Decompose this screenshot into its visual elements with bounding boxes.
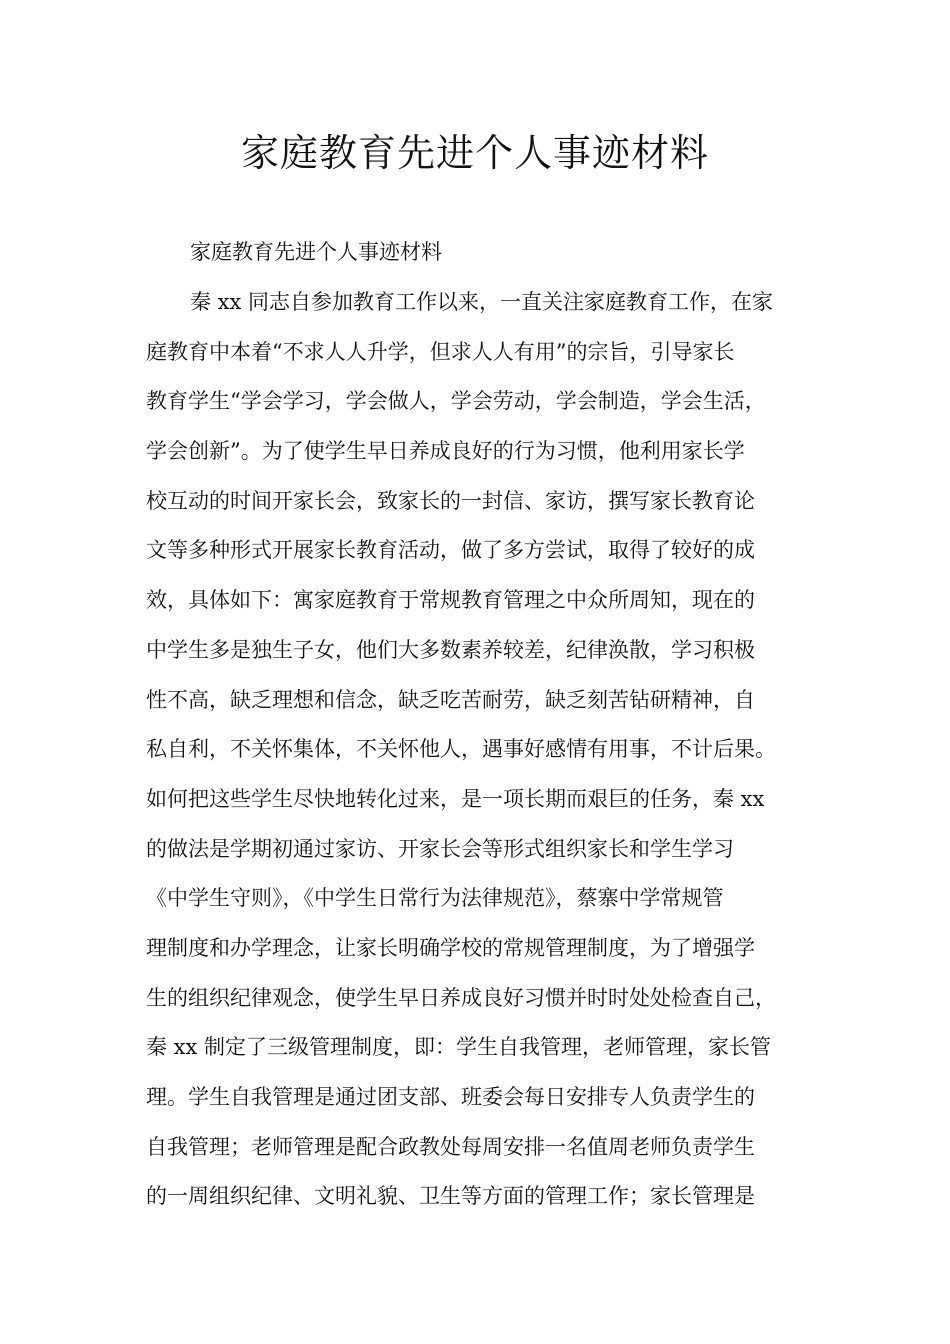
body-line: 如何把这些学生尽快地转化过来，是一项长期而艰巨的任务，秦 xx — [146, 786, 765, 811]
body-line: 私自利，不关怀集体，不关怀他人，遇事好感情有用事，不计后果。 — [146, 737, 776, 762]
body-line: 《中学生守则》，《中学生日常行为法律规范》，蔡寨中学常规管 — [146, 886, 724, 911]
body-line: 中学生多是独生子女，他们大多数素养较差，纪律涣散，学习积极 — [146, 637, 755, 662]
body-line: 庭教育中本着“不求人人升学，但求人人有用”的宗旨，引导家长 — [146, 339, 735, 364]
body-line: 学会创新”。为了使学生早日养成良好的行为习惯，他利用家长学 — [146, 439, 745, 464]
document-body — [146, 282, 822, 1226]
document-subtitle: 家庭教育先进个人事迹材料 — [190, 240, 442, 264]
body-line: 秦 xx 同志自参加教育工作以来，一直关注家庭教育工作，在家 — [190, 290, 774, 314]
body-line: 文等多种形式开展家长教育活动，做了多方尝试，取得了较好的成 — [146, 538, 755, 563]
body-line: 生的组织纪律观念，使学生早日养成良好习惯并时时处处检查自己， — [146, 985, 776, 1010]
body-line: 教育学生“学会学习，学会做人，学会劳动，学会制造，学会生活， — [146, 389, 766, 414]
body-line: 理制度和办学理念，让家长明确学校的常规管理制度，为了增强学 — [146, 935, 755, 960]
body-line: 性不高，缺乏理想和信念，缺乏吃苦耐劳，缺乏刻苦钻研精神，自 — [146, 687, 755, 712]
body-line: 的一周组织纪律、文明礼貌、卫生等方面的管理工作；家长管理是 — [146, 1184, 755, 1209]
body-line: 理。学生自我管理是通过团支部、班委会每日安排专人负责学生的 — [146, 1085, 755, 1109]
body-line: 的做法是学期初通过家访、开家长会等形式组织家长和学生学习 — [146, 836, 734, 861]
body-line: 秦 xx 制定了三级管理制度，即：学生自我管理，老师管理，家长管 — [146, 1035, 772, 1060]
document-title: 家庭教育先进个人事迹材料 — [240, 131, 709, 175]
body-line: 校互动的时间开家长会，致家长的一封信、家访，撰写家长教育论 — [146, 488, 755, 513]
body-line: 自我管理；老师管理是配合政教处每周安排一名值周老师负责学生 — [146, 1134, 755, 1159]
body-line: 效，具体如下：寓家庭教育于常规教育管理之中众所周知，现在的 — [146, 588, 755, 613]
